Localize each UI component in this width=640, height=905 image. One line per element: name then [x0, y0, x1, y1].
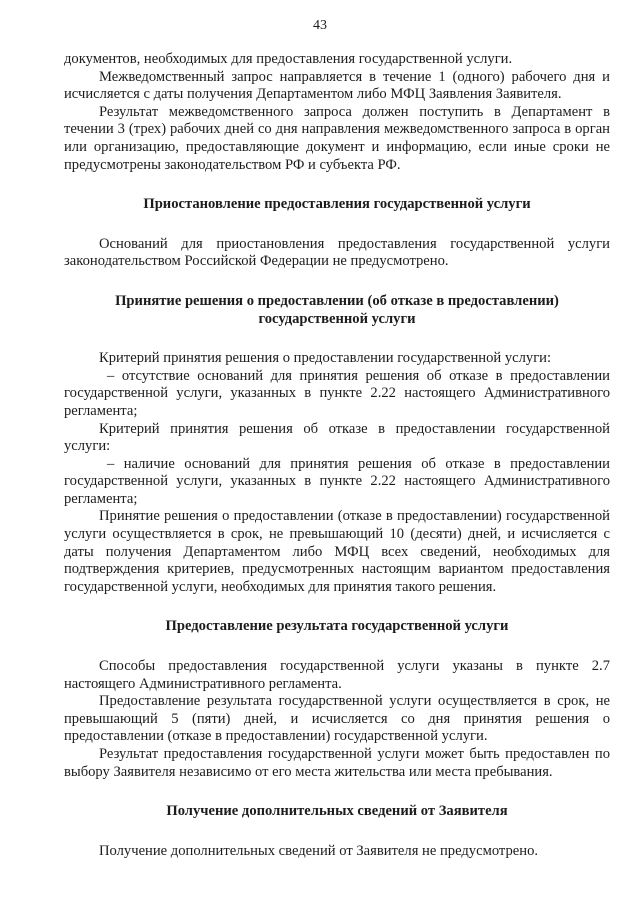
- page-number: 43: [313, 18, 327, 33]
- list-item-no-grounds: – отсутствие оснований для принятия решения об отказе в предоставлении государственной услуги, указанных в пункте 2.22 настоящего Административного регламента;: [64, 367, 610, 419]
- paragraph-criterion-refusal: Критерий принятия решения об отказе в предоставлении государственной услуги:: [64, 420, 610, 455]
- heading-suspension: Приостановление предоставления государственной услуги: [143, 196, 531, 213]
- heading-decision-line2: государственной услуги: [258, 310, 416, 327]
- heading-decision-line1: Принятие решения о предоставлении (об отказе в предоставлении): [115, 292, 559, 309]
- heading-result: Предоставление результата государственной услуги: [165, 618, 509, 635]
- list-item-grounds-present: – наличие оснований для принятия решения об отказе в предоставлении государственной услуги, указанных в пункте 2.22 настоящего Административного регламента;: [64, 455, 610, 507]
- heading-decision: [64, 293, 610, 328]
- paragraph-suspension: Оснований для приостановления предоставления государственной услуги законодательством Российской Федерации не предусмотрено.: [64, 235, 610, 270]
- paragraph-decision-term: Принятие решения о предоставлении (отказе в предоставлении) государственной услуги осуществляется в срок, не превышающий 10 (десяти) дней, и исчисляется с даты получения Департаментом либо МФЦ всех сведений, необходимых для подтверждения критериев, предусмотренных настоящим вариантом предоставления государственной услуги, необходимых для принятия такого решения.: [64, 508, 610, 595]
- paragraph-additional-info: Получение дополнительных сведений от Заявителя не предусмотрено.: [99, 842, 539, 859]
- paragraph-result-choice: Результат предоставления государственной услуги может быть предоставлен по выбору Заявителя независимо от его места жительства или места пребывания.: [64, 746, 610, 780]
- paragraph-criterion-grant: Критерий принятия решения о предоставлении государственной услуги:: [99, 350, 552, 367]
- continuation-line: документов, необходимых для предоставления государственной услуги.: [64, 51, 513, 67]
- heading-additional-info: Получение дополнительных сведений от Заявителя: [166, 803, 508, 820]
- paragraph-interdepartmental-request: Межведомственный запрос направляется в течение 1 (одного) рабочего дня и исчисляется с даты получения Департаментом либо МФЦ Заявления Заявителя.: [64, 68, 610, 103]
- paragraph-result-term: Предоставление результата государственной услуги осуществляется в срок, не превышающий 5 (пяти) дней, и исчисляется со дня принятия решения о предоставлении (отказе в предоставлении) государственной услуги.: [64, 693, 610, 745]
- paragraph-request-result: Результат межведомственного запроса должен поступить в Департамент в течении 3 (трех) рабочих дней со дня направления межведомственного запроса в орган или организацию, предоставляющие документ и информацию, если иные сроки не предусмотрены законодательством РФ и субъекта РФ.: [64, 103, 610, 173]
- paragraph-result-methods: Способы предоставления государственной услуги указаны в пункте 2.7 настоящего Административного регламента.: [64, 658, 610, 692]
